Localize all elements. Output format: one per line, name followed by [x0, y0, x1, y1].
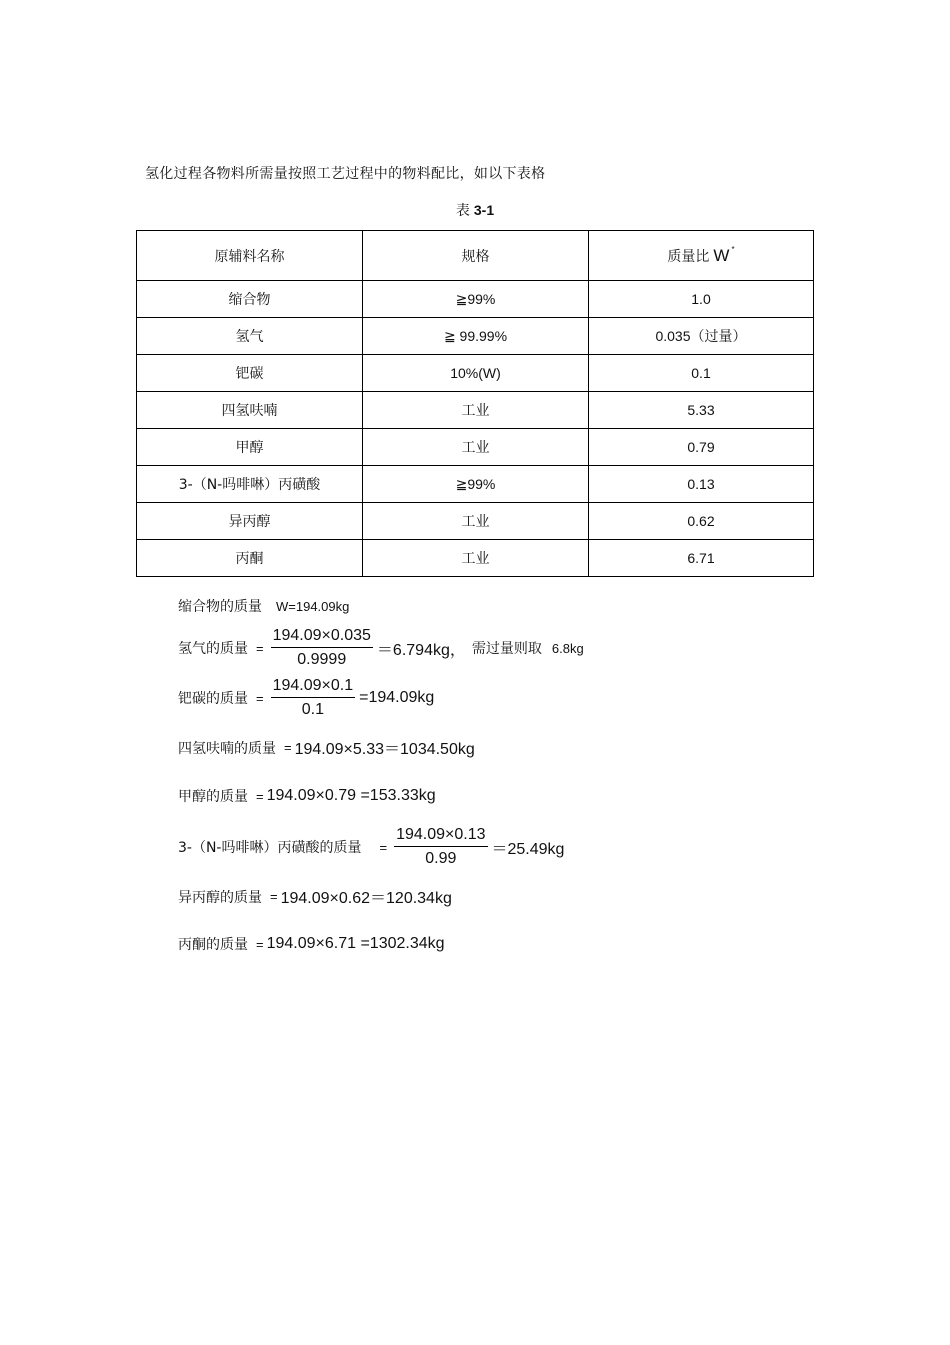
cell-material: 丙酮 [137, 540, 363, 577]
fraction-denominator: 0.1 [301, 701, 324, 718]
table-caption-number: 3-1 [473, 202, 495, 218]
calc-mops-mass [178, 826, 564, 868]
table-caption-prefix: 表 [455, 203, 470, 219]
cell-ratio: 5.33 [589, 392, 814, 429]
table-row [137, 429, 814, 466]
cell-material: 缩合物 [137, 281, 363, 318]
cell-ratio: 6.71 [589, 540, 814, 577]
cell-ratio: 0.62 [589, 503, 814, 540]
calc-label: 3-（N-吗啡啉）丙磺酸的质量 [178, 840, 362, 856]
intro-paragraph: 氢化过程各物料所需量按照工艺过程中的物料配比，如以下表格 [145, 166, 546, 182]
cell-spec: ≧99% [363, 281, 589, 318]
fraction-denominator: 0.99 [425, 850, 457, 867]
calc-expression: 194.09×0.62＝120.34kg [280, 890, 452, 907]
cell-spec: ≧ 99.99% [363, 318, 589, 355]
calc-fraction [394, 826, 487, 868]
calc-methanol-mass [178, 786, 436, 806]
calc-result: ＝6.794kg， [376, 641, 466, 659]
cell-ratio: 0.13 [589, 466, 814, 503]
calc-note: 需过量则取 6.8kg [471, 641, 584, 657]
table-row [137, 318, 814, 355]
calc-expression: 194.09×5.33＝1034.50kg [294, 741, 475, 758]
calc-value: W=194.09kg [276, 598, 350, 614]
calc-result: ＝25.49kg [491, 840, 565, 858]
cell-spec: 10%(W) [363, 355, 589, 392]
cell-ratio: 0.1 [589, 355, 814, 392]
calc-expression: 194.09×6.71 =1302.34kg [266, 935, 445, 952]
cell-spec: 工业 [363, 392, 589, 429]
calc-equals: = [256, 690, 264, 706]
calc-equals: = [284, 740, 292, 755]
cell-material: 3-（N-吗啡啉）丙磺酸 [137, 466, 363, 503]
fraction-denominator: 0.9999 [297, 651, 347, 668]
calc-equals: = [270, 889, 278, 904]
calc-label: 氢气的质量 [178, 641, 248, 657]
table-row [137, 392, 814, 429]
cell-material: 四氢呋喃 [137, 392, 363, 429]
calc-equals: = [256, 788, 264, 804]
calc-fraction [271, 677, 356, 719]
cell-ratio: 0.035（过量） [589, 318, 814, 355]
cell-spec: 工业 [363, 540, 589, 577]
header-mass-ratio-symbol: W * [713, 245, 735, 265]
fraction-numerator: 194.09×0.13 [394, 826, 487, 847]
table-header-row [137, 231, 814, 281]
cell-material: 氢气 [137, 318, 363, 355]
cell-material: 钯碳 [137, 355, 363, 392]
calc-fraction [271, 627, 373, 669]
fraction-numerator: 194.09×0.1 [271, 677, 356, 698]
table-row [137, 540, 814, 577]
calc-label: 四氢呋喃的质量 [178, 740, 276, 757]
table-row [137, 466, 814, 503]
calc-hydrogen-mass [178, 627, 584, 669]
calc-equals: = [379, 839, 388, 855]
calc-palladium-carbon-mass [178, 677, 434, 719]
calc-label: 钯碳的质量 [178, 691, 248, 707]
calc-label: 丙酮的质量 [178, 937, 248, 953]
table-caption [0, 200, 950, 220]
cell-ratio: 0.79 [589, 429, 814, 466]
calc-acetone-mass [178, 934, 445, 954]
material-ratio-table [136, 230, 814, 577]
cell-spec: 工业 [363, 429, 589, 466]
table-row [137, 503, 814, 540]
calc-equals: = [256, 936, 264, 952]
cell-spec: 工业 [363, 503, 589, 540]
calc-result: =194.09kg [359, 689, 435, 706]
cell-material: 甲醇 [137, 429, 363, 466]
calc-isopropanol-mass [178, 885, 452, 908]
calc-label: 缩合物的质量 [178, 599, 262, 615]
calc-expression: 194.09×0.79 =153.33kg [266, 787, 436, 804]
calc-label: 甲醇的质量 [178, 789, 248, 805]
calc-equals: = [256, 640, 264, 656]
calc-thf-mass [178, 736, 475, 759]
table-row [137, 355, 814, 392]
header-material-name: 原辅料名称 [137, 231, 363, 281]
fraction-numerator: 194.09×0.035 [271, 627, 373, 648]
table-row [137, 281, 814, 318]
header-specification: 规格 [363, 231, 589, 281]
header-mass-ratio-label: 质量比 [667, 249, 710, 265]
header-mass-ratio [589, 231, 814, 281]
cell-ratio: 1.0 [589, 281, 814, 318]
cell-spec: ≧99% [363, 466, 589, 503]
calc-label: 异丙醇的质量 [178, 889, 262, 906]
calc-condensate-mass [178, 596, 349, 616]
cell-material: 异丙醇 [137, 503, 363, 540]
